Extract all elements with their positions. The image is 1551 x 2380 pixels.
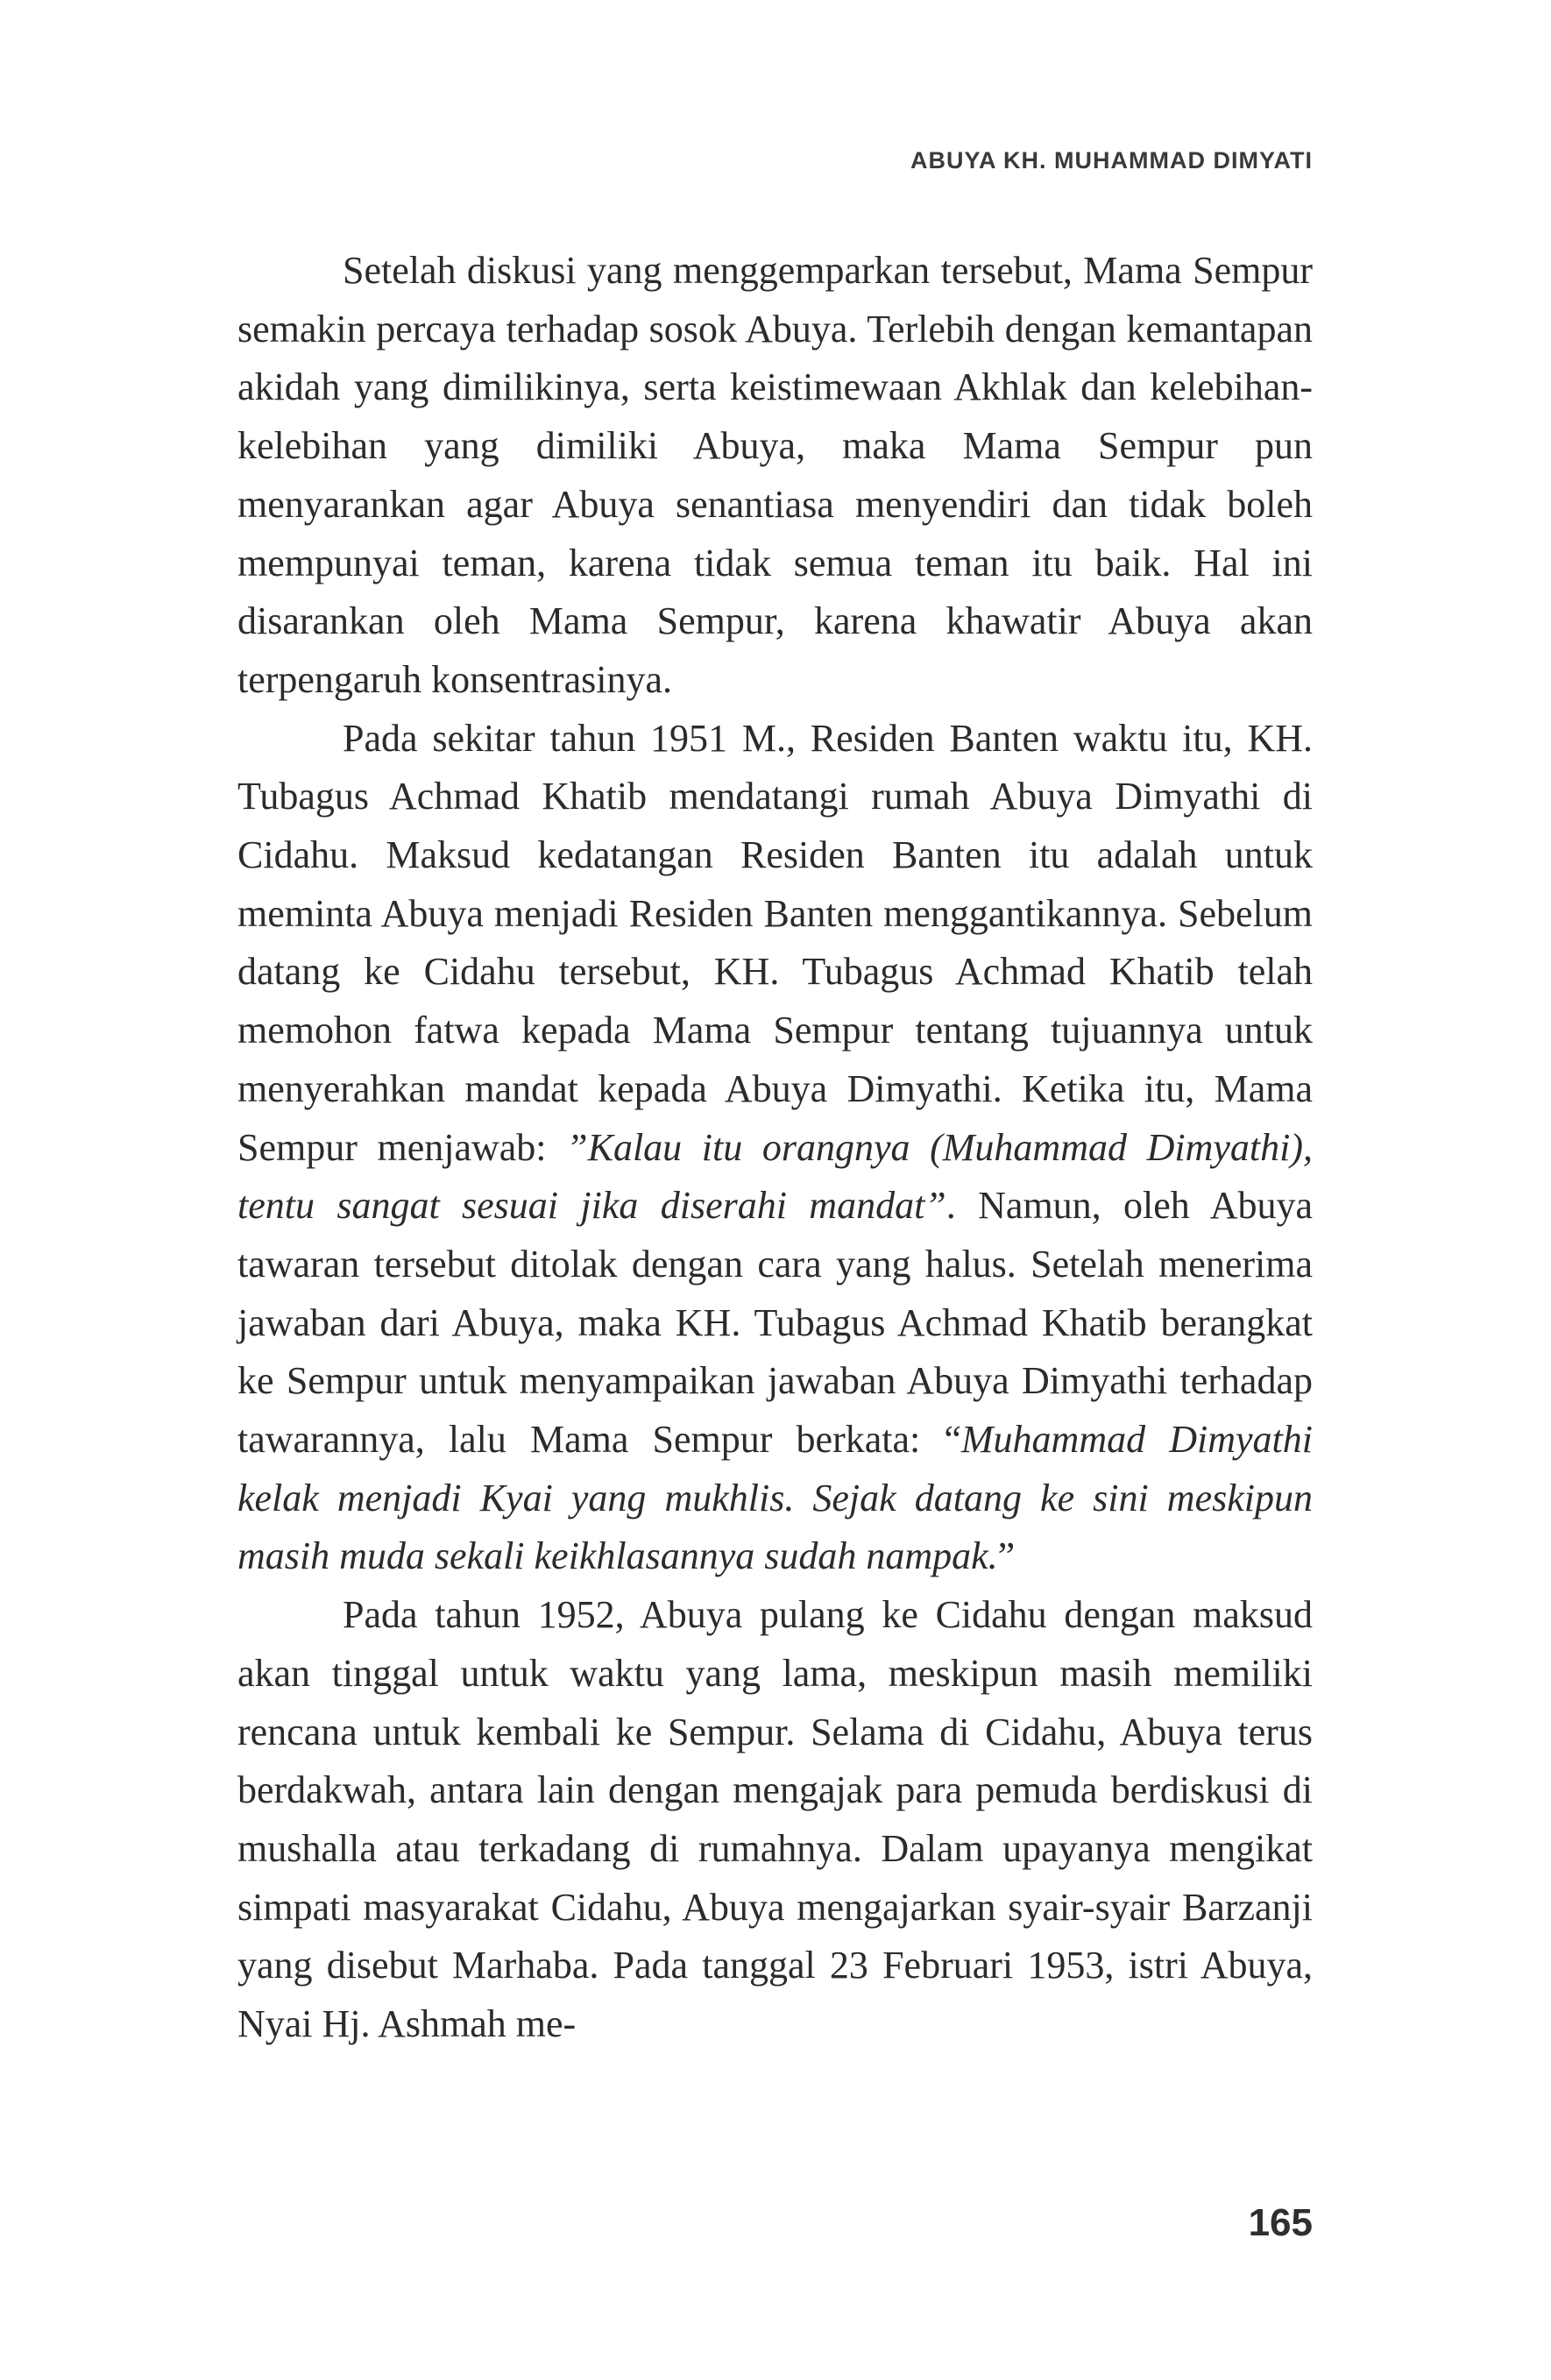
body-text — [237, 242, 1313, 2054]
quote-mama-sempur-fatwa: ”Kalau itu orangnya (Muhammad Dimyathi), tentu sangat sesuai jika diserahi mandat” — [237, 1125, 1313, 1228]
paragraph-2 — [237, 710, 1313, 1587]
paragraph-2-text-c: ” — [997, 1534, 1016, 1578]
page-number: 165 — [1248, 2201, 1313, 2244]
paragraph-2-text-a: Pada sekitar tahun 1951 M., Residen Banten waktu itu, KH. Tubagus Achmad Khatib mendatangi rumah Abuya Dimyathi di Cidahu. Maksud kedatangan Residen Banten itu adalah untuk meminta Abuya menjadi Residen Banten menggantikannya. Sebelum datang ke Cidahu tersebut, KH. Tubagus Achmad Khatib telah memohon fatwa kepada Mama Sempur tentang tujuannya untuk menyerahkan mandat kepada Abuya Dimyathi. Ketika itu, Mama Sempur menjawab: — [237, 716, 1313, 1169]
paragraph-3: Pada tahun 1952, Abuya pulang ke Cidahu dengan maksud akan tinggal untuk waktu yang lama, meskipun masih memiliki rencana untuk kembali ke Sempur. Selama di Cidahu, Abuya terus berdakwah, antara lain dengan mengajak para pemuda berdiskusi di mushalla atau terkadang di rumahnya. Dalam upayanya mengikat simpati masyarakat Cidahu, Abuya mengajarkan syair-syair Barzanji yang disebut Marhaba. Pada tanggal 23 Februari 1953, istri Abuya, Nyai Hj. Ashmah me- — [237, 1593, 1313, 2046]
paragraph-2-text-b: . Namun, oleh Abuya tawaran tersebut ditolak dengan cara yang halus. Setelah menerima jawaban dari Abuya, maka KH. Tubagus Achmad Khatib berangkat ke Sempur untuk menyampaikan jawaban Abuya Dimyathi terhadap tawarannya, lalu Mama Sempur berkata: “ — [237, 1184, 1314, 1462]
paragraph-1: Setelah diskusi yang menggemparkan tersebut, Mama Sempur semakin percaya terhadap sosok Abuya. Terlebih dengan kemantapan akidah yang dimilikinya, serta keistimewaan Akhlak dan kelebihan-kelebihan yang dimiliki Abuya, maka Mama Sempur pun menyarankan agar Abuya senantiasa menyendiri dan tidak boleh mempunyai teman, karena tidak semua teman itu baik. Hal ini disarankan oleh Mama Sempur, karena khawatir Abuya akan terpengaruh konsentrasinya. — [237, 249, 1313, 701]
quote-mama-sempur-mukhlis: Muhammad Dimyathi kelak menjadi Kyai yang mukhlis. Sejak datang ke sini meskipun masih muda sekali keikhlasannya sudah nampak. — [237, 1418, 1313, 1578]
running-header: ABUYA KH. MUHAMMAD DIMYATI — [910, 147, 1313, 174]
